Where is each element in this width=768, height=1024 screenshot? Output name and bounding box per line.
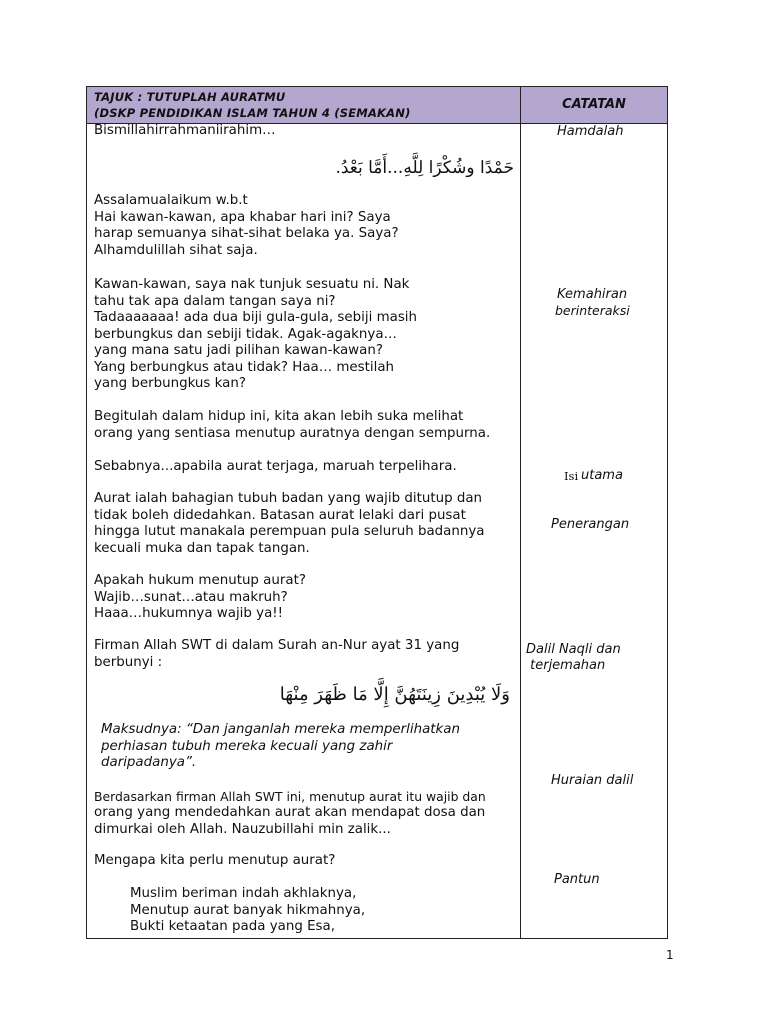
column-divider xyxy=(520,87,521,938)
note-penerangan: Penerangan xyxy=(551,517,630,532)
arabic-hamdalah: حَمْدًا وشُكْرًا لِلَّهِ...أَمَّا بَعْدُ. xyxy=(335,158,514,178)
para-aurat-definition: Aurat ialah bahagian tubuh badan yang wajib ditutup dan tidak boleh didedahkan. Batasan aurat lelaki dari pusat hingga lutut manakala perempuan pula seluruh badannya kecuali muka dan tapak tangan. xyxy=(94,491,485,556)
para-huraian-line1: Berdasarkan firman Allah SWT ini, menutup aurat itu wajib dan xyxy=(94,789,486,804)
para-question: Mengapa kita perlu menutup aurat? xyxy=(94,853,336,868)
para-reason: Sebabnya...apabila aurat terjaga, maruah terpelihara. xyxy=(94,459,457,474)
note-dalil-naqli: Dalil Naqli dan terjemahan xyxy=(526,642,621,673)
header-title-line1: TAJUK : TUTUPLAH AURATMU xyxy=(94,90,286,104)
page-number: 1 xyxy=(666,948,674,962)
para-greeting: Assalamualaikum w.b.t Hai kawan-kawan, apa khabar hari ini? Saya harap semuanya sihat-sihat belaka ya. Saya? Alhamdulillah sihat saja. xyxy=(94,193,399,258)
note-huraian-dalil: Huraian dalil xyxy=(551,773,634,788)
header-catatan: CATATAN xyxy=(562,97,626,112)
para-bismillah: Bismillahirrahmaniirahim… xyxy=(94,123,276,138)
pantun-verse: Muslim beriman indah akhlaknya, Menutup aurat banyak hikmahnya, Bukti ketaatan pada yang Esa, xyxy=(130,886,366,934)
para-maksudnya: Maksudnya: “Dan janganlah mereka memperlihatkan perhiasan tubuh mereka kecuali yang zahir daripadanya”. xyxy=(101,722,460,770)
para-firman: Firman Allah SWT di dalam Surah an-Nur ayat 31 yang berbunyi : xyxy=(94,638,460,670)
para-candy: Kawan-kawan, saya nak tunjuk sesuatu ni. Nak tahu tak apa dalam tangan saya ni? Tadaaaaaaa! ada dua biji gula-gula, sebiji masih berbungkus dan sebiji tidak. Agak-agaknya… yang mana satu jadi pilihan kawan-kawan? Yang berbungkus atau tidak? Haa… mestilah yang berbungkus kan? xyxy=(94,277,418,391)
para-life: Begitulah dalam hidup ini, kita akan lebih suka melihat orang yang sentiasa menutup auratnya dengan sempurna. xyxy=(94,409,491,441)
para-hukum: Apakah hukum menutup aurat? Wajib…sunat…atau makruh? Haaa…hukumnya wajib ya!! xyxy=(94,573,306,621)
note-pantun: Pantun xyxy=(554,872,600,887)
table-header xyxy=(87,87,667,124)
note-kemahiran: Kemahiran xyxy=(557,287,628,302)
note-berinteraksi: berinteraksi xyxy=(555,303,630,318)
note-isi: Isi xyxy=(564,469,579,483)
para-huraian: orang yang mendedahkan aurat akan mendapat dosa dan dimurkai oleh Allah. Nauzubillahi min zalik... xyxy=(94,805,486,837)
note-hamdalah: Hamdalah xyxy=(557,124,624,139)
header-title-line2: (DSKP PENDIDIKAN ISLAM TAHUN 4 (SEMAKAN) xyxy=(94,106,411,120)
note-utama: utama xyxy=(581,468,623,483)
arabic-verse: وَلَا يُبْدِينَ زِينَتَهُنَّ إِلَّا مَا ظَهَرَ مِنْهَا xyxy=(279,684,510,705)
header-title xyxy=(94,89,411,121)
